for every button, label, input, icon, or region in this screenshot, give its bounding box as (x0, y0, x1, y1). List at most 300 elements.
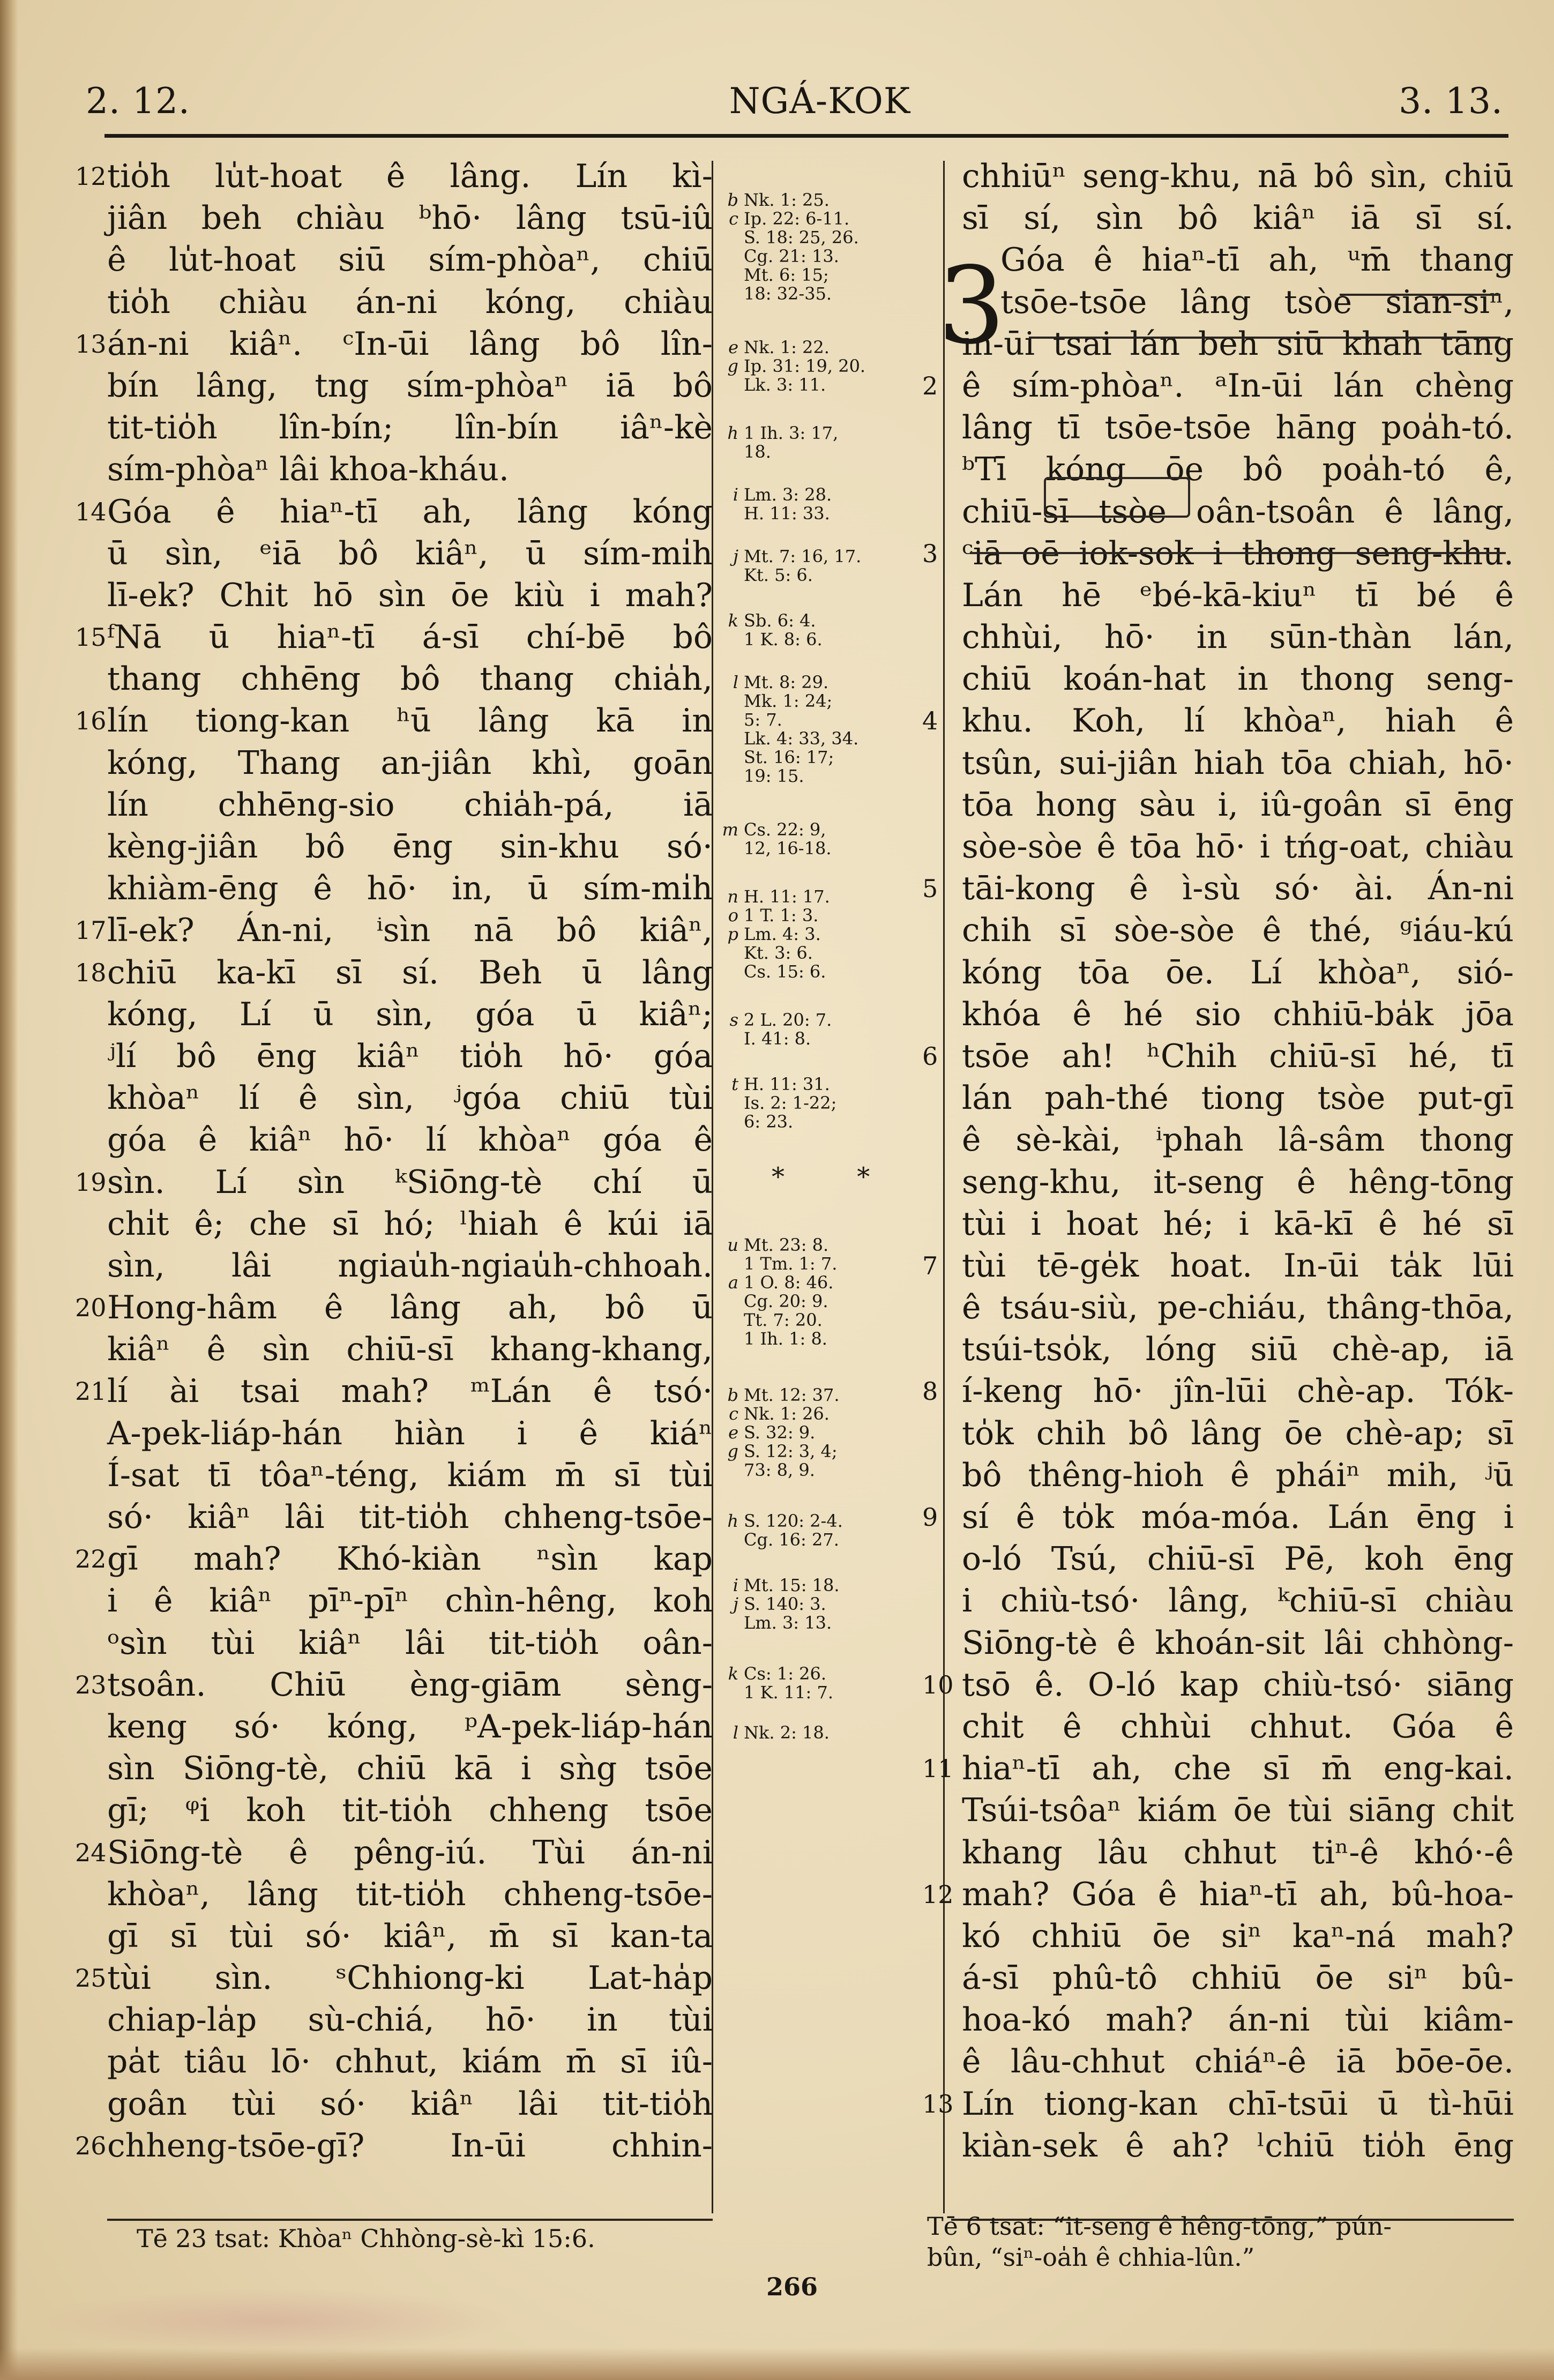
text-line (107, 1203, 713, 1245)
cross-reference (718, 284, 938, 303)
reference-text: Cs. 15: 6. (744, 961, 826, 982)
line-text: A-pek-liáp-hán hiàn i ê kiáⁿ (107, 1414, 713, 1452)
reference-text: 1 Tm. 1: 7. (744, 1254, 838, 1274)
reference-text: St. 16: 17; (744, 747, 834, 767)
line-text: ê lâu-chhut chiáⁿ-ê iā bōe-ōe. (962, 2043, 1514, 2081)
text-line (962, 1538, 1514, 1580)
cross-reference (718, 338, 938, 357)
cross-reference (718, 820, 938, 839)
line-text: kó chhiū ōe siⁿ kaⁿ-ná mah? (962, 1917, 1514, 1955)
reference-text: Mt. 12: 37. (744, 1385, 840, 1405)
reference-key: h (727, 1511, 738, 1531)
reference-text: 1 T. 1: 3. (744, 905, 819, 926)
cross-reference (718, 1683, 938, 1702)
text-line (75, 1370, 713, 1412)
line-text: ᶜiā oē iok-sok i thong seng-khu. (962, 534, 1514, 572)
reference-key: b (727, 1385, 738, 1405)
reference-text: S. 32: 9. (744, 1422, 816, 1443)
pen-underline-3 (970, 552, 1506, 554)
text-line (75, 491, 713, 533)
cross-reference (718, 228, 938, 247)
reference-text: S. 140: 3. (744, 1594, 826, 1614)
cross-reference (718, 691, 938, 711)
verse-number: 14 (75, 497, 107, 526)
line-text: kiàn-sek ê ah? ˡchiū tio̍h ēng (962, 2127, 1514, 2165)
line-text: tsúi-tso̍k, lóng siū chè-ap, iā (962, 1331, 1514, 1369)
text-line (962, 616, 1514, 658)
reference-text: Cs: 1: 26. (744, 1663, 827, 1684)
cross-reference (718, 729, 938, 748)
text-line (107, 197, 713, 239)
footnote-right-line1: Tē 6 tsat: “it-seng ê hêng-tōng,” pún- (927, 2212, 1392, 2241)
cross-reference (718, 839, 938, 858)
verse-number: 12 (75, 162, 107, 191)
pen-underline-2 (1029, 337, 1500, 339)
cross-reference (718, 1112, 938, 1131)
line-text: khòaⁿ, lâng tit-tio̍h chheng-tsōe- (107, 1875, 713, 1913)
text-line (107, 1496, 713, 1538)
text-line (962, 407, 1514, 449)
verse-number: 9 (922, 1503, 938, 1532)
cross-reference (718, 887, 938, 906)
verse-number: 22 (75, 1545, 107, 1574)
reference-text: Sb. 6: 4. (744, 610, 816, 631)
reference-key: m (722, 819, 738, 840)
line-text: sím-phòaⁿ lâi khoa-kháu. (107, 451, 509, 489)
line-text: ᶠNā ū hiaⁿ-tī á-sī chí-bē bô (107, 618, 713, 656)
line-text: sí ê to̍k móa-móa. Lán ēng i (962, 1498, 1514, 1536)
text-line (107, 1999, 713, 2041)
verse-number: 13 (922, 2089, 954, 2118)
cross-reference (718, 1423, 938, 1442)
reference-text: S. 18: 25, 26. (744, 227, 859, 248)
line-text: ū sìn, ᵉiā bô kiâⁿ, ū sím-mi̍h (107, 534, 713, 572)
reference-text: Cg. 16: 27. (744, 1530, 839, 1550)
text-line (922, 365, 1514, 407)
text-line (962, 994, 1514, 1035)
reference-key: s (729, 1010, 738, 1030)
reference-text: Cs. 22: 9, (744, 819, 826, 840)
verse-number: 23 (75, 1670, 107, 1699)
text-line (922, 1664, 1514, 1706)
text-line (962, 1329, 1514, 1370)
footnote-left: Tē 23 tsat: Khòaⁿ Chhòng-sè-kì 15:6. (137, 2224, 595, 2253)
text-line (962, 1622, 1514, 1664)
text-line (107, 449, 713, 490)
cross-reference (718, 565, 938, 585)
verse-number: 8 (922, 1377, 938, 1406)
line-text: tōa hong sàu i, iû-goân sī ēng (962, 786, 1514, 824)
reference-text: 1 K. 8: 6. (744, 629, 823, 650)
line-text: tùi i hoat hé; i kā-kī ê hé sī (962, 1205, 1514, 1243)
paper-stain (32, 2288, 514, 2353)
text-line (107, 826, 713, 868)
line-text: kiâⁿ ê sìn chiū-sī khang-khang, (107, 1331, 713, 1369)
line-text: jiân beh chiàu ᵇhō· lâng tsū-iû (107, 199, 713, 237)
text-line (962, 2125, 1514, 2167)
reference-key: p (727, 924, 738, 944)
header-rule (104, 134, 1508, 138)
cross-reference (718, 1460, 938, 1480)
line-text: sī sí, sìn bô kiâⁿ iā sī sí. (962, 199, 1514, 237)
line-text: kóng, Thang an-jiân khì, goān (107, 744, 713, 782)
reference-text: 2 L. 20: 7. (744, 1010, 832, 1030)
verse-number: 5 (922, 874, 938, 904)
line-text: khang lâu chhut tiⁿ-ê khó·-ê (962, 1833, 1514, 1871)
verse-number: 26 (75, 2131, 107, 2160)
reference-text: S. 12: 3, 4; (744, 1441, 838, 1461)
line-text: khu. Koh, lí khòaⁿ, hiah ê (962, 702, 1514, 740)
line-text: ᵒsìn tùi kiâⁿ lâi tit-tio̍h oân- (107, 1624, 713, 1662)
text-line (107, 1245, 713, 1287)
text-line (107, 1622, 713, 1664)
line-text: tio̍h lu̍t-hoat ê lâng. Lín kì- (107, 158, 713, 195)
text-line (75, 1957, 713, 1999)
reference-text: Lm. 3: 13. (744, 1613, 832, 1633)
text-line (962, 2041, 1514, 2083)
reference-key: u (727, 1235, 738, 1255)
cross-reference (718, 1010, 938, 1029)
text-line (922, 1035, 1514, 1077)
line-text: lī-ek? Chit hō sìn ōe kiù i mah? (107, 576, 713, 614)
reference-key: i (733, 1575, 738, 1595)
text-line (962, 1454, 1514, 1496)
text-line (107, 407, 713, 449)
verse-number: 3 (922, 539, 938, 568)
line-text: sìn Siōng-tè, chiū kā i sǹg tsōe (107, 1750, 713, 1788)
line-text: gī mah? Khó-kiàn ⁿsìn kap (107, 1540, 713, 1578)
text-line (107, 1329, 713, 1370)
reference-text: 5: 7. (744, 710, 782, 730)
reference-text: Kt. 5: 6. (744, 565, 813, 585)
text-line (107, 1035, 713, 1077)
cross-reference (718, 504, 938, 523)
reference-key: a (728, 1272, 738, 1293)
reference-text: Is. 2: 1-22; (744, 1093, 837, 1113)
page-bottom-shadow (0, 2348, 1554, 2380)
text-line (962, 1915, 1514, 1957)
line-text: lī-ek? Án-ni, ⁱsìn nā bô kiâⁿ, (107, 912, 713, 950)
reference-text: 1 Ih. 1: 8. (744, 1329, 827, 1349)
line-text: tùi tē-ge̍k hoat. In-ūi ta̍k lūi (962, 1247, 1514, 1285)
line-text: to̍k chih bô lâng ōe chè-ap; sī (962, 1414, 1514, 1452)
reference-text: Nk. 2: 18. (744, 1722, 830, 1743)
text-line (962, 1789, 1514, 1831)
reference-text: 19: 15. (744, 766, 804, 786)
reference-text: Nk. 1: 22. (744, 337, 830, 357)
text-line (962, 909, 1514, 951)
verse-number: 2 (922, 371, 938, 400)
line-text: khóa ê hé sio chhiū-ba̍k jōa (962, 995, 1514, 1033)
reference-text: 1 K. 11: 7. (744, 1682, 833, 1703)
line-text: tsōe ah! ʰChih chiū-sī hé, tī (962, 1037, 1514, 1075)
cross-reference (718, 1664, 938, 1683)
reference-text: Mt. 8: 29. (744, 672, 829, 692)
cross-reference (718, 1576, 938, 1595)
pen-underline-1 (1340, 294, 1500, 296)
cross-reference (718, 1093, 938, 1113)
text-line (107, 533, 713, 575)
cross-reference (718, 924, 938, 944)
line-text: sìn, lâi ngiau̍h-ngiau̍h-chhoah. (107, 1247, 713, 1285)
line-text: i chiù-tsó· lâng, ᵏchiū-sī chiàu (962, 1582, 1514, 1620)
text-line (922, 1748, 1514, 1789)
verse-number: 6 (922, 1041, 938, 1071)
reference-text: Cg. 20: 9. (744, 1291, 828, 1311)
text-line (75, 700, 713, 742)
line-text: tsûn, sui-jiân hiah tōa chiah, hō· (962, 744, 1514, 782)
line-text: lí ài tsai mah? ᵐLán ê tsó· (107, 1372, 713, 1411)
text-line (107, 365, 713, 407)
line-text: lâng tī tsōe-tsōe hāng poa̍h-tó. (962, 409, 1514, 447)
line-text: sòe-sòe ê tōa hō· i tńg-oat, chiàu (962, 828, 1514, 866)
text-line (962, 1999, 1514, 2041)
cross-reference (718, 1329, 938, 1348)
cross-reference (718, 962, 938, 981)
reference-text: Mt. 15: 18. (744, 1575, 840, 1595)
reference-text: H. 11: 31. (744, 1074, 830, 1094)
cross-reference (718, 190, 938, 210)
text-line (922, 1245, 1514, 1287)
line-text: só· kiâⁿ lâi tit-tio̍h chheng-tsōe- (107, 1498, 713, 1536)
text-line (962, 575, 1514, 616)
cross-reference (718, 1404, 938, 1423)
line-text: chhùi, hō· in sūn-thàn lán, (962, 618, 1514, 656)
line-text: tit-tio̍h lîn-bín; lîn-bín iâⁿ-kè (107, 409, 713, 447)
left-text-column (75, 155, 713, 2167)
reference-text: 6: 23. (744, 1111, 794, 1132)
line-text: chih sī sòe-sòe ê thé, ᵍiáu-kú (962, 912, 1514, 950)
page-edge-shadow (0, 0, 18, 2380)
page-number: 266 (766, 2272, 818, 2301)
footnote-rule-left (107, 2219, 713, 2221)
line-text: tio̍h chiàu án-ni kóng, chiàu (107, 283, 713, 321)
reference-text: H. 11: 33. (744, 503, 830, 524)
cross-reference (718, 485, 938, 504)
line-text: án-ni kiâⁿ. ᶜIn-ūi lâng bô lîn- (107, 325, 713, 363)
verse-number: 20 (75, 1293, 107, 1323)
reference-text: Mt. 23: 8. (744, 1235, 829, 1255)
line-text: Í-sat tī tôaⁿ-téng, kiám m̄ sī tùi (107, 1456, 713, 1494)
reference-text: Ip. 22: 6-11. (744, 208, 850, 229)
line-text: goân tùi só· kiâⁿ lâi tit-tio̍h (107, 2085, 713, 2123)
header-right-ref: 3. 13. (1399, 80, 1503, 122)
text-line (107, 2041, 713, 2083)
verse-number: 15 (75, 623, 107, 652)
line-text: ʲlí bô ēng kiâⁿ tio̍h hō· góa (107, 1037, 713, 1075)
line-text: Tsúi-tsôaⁿ kiám ōe tùi siāng chi̍t (962, 1792, 1514, 1830)
text-line (107, 1413, 713, 1454)
cross-reference (718, 766, 938, 786)
reference-key: e (728, 337, 738, 357)
cross-reference (718, 1254, 938, 1273)
line-text: mah? Góa ê hiaⁿ-tī ah, bû-hoa- (962, 1875, 1514, 1913)
reference-key: g (727, 1441, 738, 1461)
reference-text: Cg. 21: 13. (744, 246, 839, 266)
verse-number: 13 (75, 329, 107, 359)
text-line (107, 1789, 713, 1831)
text-line (962, 826, 1514, 868)
reference-text: 12, 16-18. (744, 838, 832, 859)
verse-number: 17 (75, 916, 107, 945)
cross-reference (718, 943, 938, 963)
cross-reference (718, 209, 938, 228)
line-text: tāi-kong ê ì-sù só· ài. Án-ni (962, 870, 1514, 908)
section-stars: * * (772, 1162, 902, 1192)
cross-reference (718, 906, 938, 925)
line-text: Lín tiong-kan chī-tsūi ū tì-hūi (962, 2085, 1514, 2123)
cross-reference (718, 1310, 938, 1330)
text-line (107, 575, 713, 616)
text-line (75, 155, 713, 197)
reference-text: Nk. 1: 26. (744, 1404, 830, 1424)
line-text: Lán hē ᵉbé-kā-kiuⁿ tī bé ê (962, 576, 1514, 614)
line-text: ê tsáu-siù, pe-chiáu, thâng-thōa, (962, 1289, 1514, 1327)
line-text: kèng-jiân bô ēng sin-khu só· (107, 828, 713, 866)
reference-key: c (729, 208, 738, 229)
line-text: ê lu̍t-hoat siū sím-phòaⁿ, chiū (107, 241, 713, 279)
reference-text: S. 120: 2-4. (744, 1511, 843, 1531)
reference-text: H. 11: 17. (744, 886, 830, 907)
reference-key: i (733, 484, 738, 505)
reference-text: Mt. 6: 15; (744, 265, 829, 285)
cross-reference (718, 1029, 938, 1048)
line-text: ê sè-kài, ⁱphah lâ-sâm thong (962, 1121, 1514, 1159)
text-line (922, 1496, 1514, 1538)
reference-key: e (728, 1422, 738, 1443)
text-line (75, 323, 713, 365)
text-line (962, 197, 1514, 239)
cross-reference (718, 748, 938, 767)
text-line (962, 1161, 1514, 1203)
reference-key: b (727, 190, 738, 210)
reference-text: Mt. 7: 16, 17. (744, 546, 862, 566)
line-text: gī; ᵠi koh tit-tio̍h chheng tsōe (107, 1792, 713, 1830)
reference-text: 73: 8, 9. (744, 1460, 815, 1480)
reference-text: 18. (744, 442, 771, 462)
reference-key: t (731, 1074, 738, 1094)
cross-reference (718, 247, 938, 266)
line-text: lán pah-thé tiong tsòe put-gī (962, 1079, 1514, 1117)
reference-key: n (727, 886, 738, 907)
text-line (962, 1119, 1514, 1161)
text-line (1000, 239, 1514, 281)
reference-text: Lm. 3: 28. (744, 484, 832, 505)
cross-reference (718, 442, 938, 461)
reference-key: j (733, 1594, 738, 1614)
text-line (962, 784, 1514, 826)
cross-reference (718, 1723, 938, 1742)
cross-reference (718, 423, 938, 443)
reference-text: Lm. 4: 3. (744, 924, 821, 944)
pen-box-kong-oe (1044, 477, 1190, 518)
line-text: tsōe-tsōe lâng tsòe sian-siⁿ, (1000, 283, 1514, 321)
text-line (962, 1957, 1514, 1999)
text-line (962, 1287, 1514, 1329)
text-line (107, 1077, 713, 1119)
cross-reference (718, 1530, 938, 1549)
text-line (962, 323, 1514, 365)
line-text: chiap-la̍p sù-chiá, hō· in tùi (107, 2001, 713, 2039)
line-text: Hong-hâm ê lâng ah, bô ū (107, 1289, 713, 1327)
reference-key: j (733, 546, 738, 566)
verse-number: 10 (922, 1670, 954, 1699)
line-text: Góa ê hiaⁿ-tī ah, ᵘm̄ thang (1000, 241, 1514, 279)
line-text: kóng tōa ōe. Lí khòaⁿ, sió- (962, 953, 1514, 991)
reference-text: Tt. 7: 20. (744, 1310, 823, 1330)
text-line (107, 1454, 713, 1496)
cross-reference (718, 1292, 938, 1311)
cross-reference (718, 375, 938, 394)
line-text: in-ūi tsai lán beh siū khah tāng (962, 325, 1514, 363)
reference-text: 18: 32-35. (744, 283, 832, 304)
text-line (962, 1077, 1514, 1119)
reference-key: h (727, 423, 738, 443)
text-line (107, 239, 713, 281)
reference-text: I. 41: 8. (744, 1028, 811, 1049)
text-line (107, 1580, 713, 1622)
verse-number: 4 (922, 706, 938, 736)
line-text: chhiūⁿ seng-khu, nā bô sìn, chiū (962, 158, 1514, 195)
text-line (922, 1874, 1514, 1915)
text-line (75, 1161, 713, 1203)
line-text: chheng-tsōe-gī? In-ūi chhin- (107, 2127, 713, 2165)
line-text: ê sím-phòaⁿ. ᵃIn-ūi lán chèng (962, 367, 1514, 405)
text-line (107, 1915, 713, 1957)
reference-key: k (728, 1663, 738, 1684)
text-line (962, 1203, 1514, 1245)
text-line (107, 1119, 713, 1161)
text-line (962, 1580, 1514, 1622)
cross-reference (718, 265, 938, 285)
reference-key: c (729, 1404, 738, 1424)
text-line (75, 909, 713, 951)
reference-text: Ip. 31: 19, 20. (744, 356, 866, 376)
text-line (107, 1874, 713, 1915)
line-text: chi̍t ê chhùi chhut. Góa ê (962, 1707, 1514, 1745)
verse-number: 19 (75, 1167, 107, 1197)
text-line (107, 2083, 713, 2125)
text-line (107, 742, 713, 784)
cross-reference (718, 1511, 938, 1531)
line-text: lín chhēng-sio chia̍h-pá, iā (107, 786, 713, 824)
footnote-right (927, 2211, 1516, 2273)
text-line (107, 281, 713, 323)
verse-number: 24 (75, 1838, 107, 1867)
reference-key: l (733, 672, 738, 692)
cross-reference (718, 1273, 938, 1292)
text-line (75, 1287, 713, 1329)
cross-reference (718, 673, 938, 692)
text-line (75, 1538, 713, 1580)
book-title: NGÁ-KOK (729, 80, 911, 122)
header-left-ref: 2. 12. (86, 80, 190, 122)
text-line (107, 1748, 713, 1789)
text-line (75, 1832, 713, 1874)
verse-number: 11 (922, 1754, 954, 1784)
text-line (1000, 281, 1514, 323)
line-text: hoa-kó mah? án-ni tùi kiâm- (962, 2001, 1514, 2039)
text-line (75, 616, 713, 658)
line-text: tsō ê. O-ló kap chiù-tsó· siāng (962, 1666, 1514, 1704)
line-text: bín lâng, tng sím-phòaⁿ iā bô (107, 367, 713, 405)
reference-text: Mk. 1: 24; (744, 691, 833, 711)
reference-key: l (733, 1722, 738, 1743)
cross-reference (718, 1385, 938, 1405)
line-text: hiaⁿ-tī ah, che sī m̄ eng-kai. (962, 1750, 1514, 1788)
text-line (962, 742, 1514, 784)
verse-number: 21 (75, 1377, 107, 1406)
